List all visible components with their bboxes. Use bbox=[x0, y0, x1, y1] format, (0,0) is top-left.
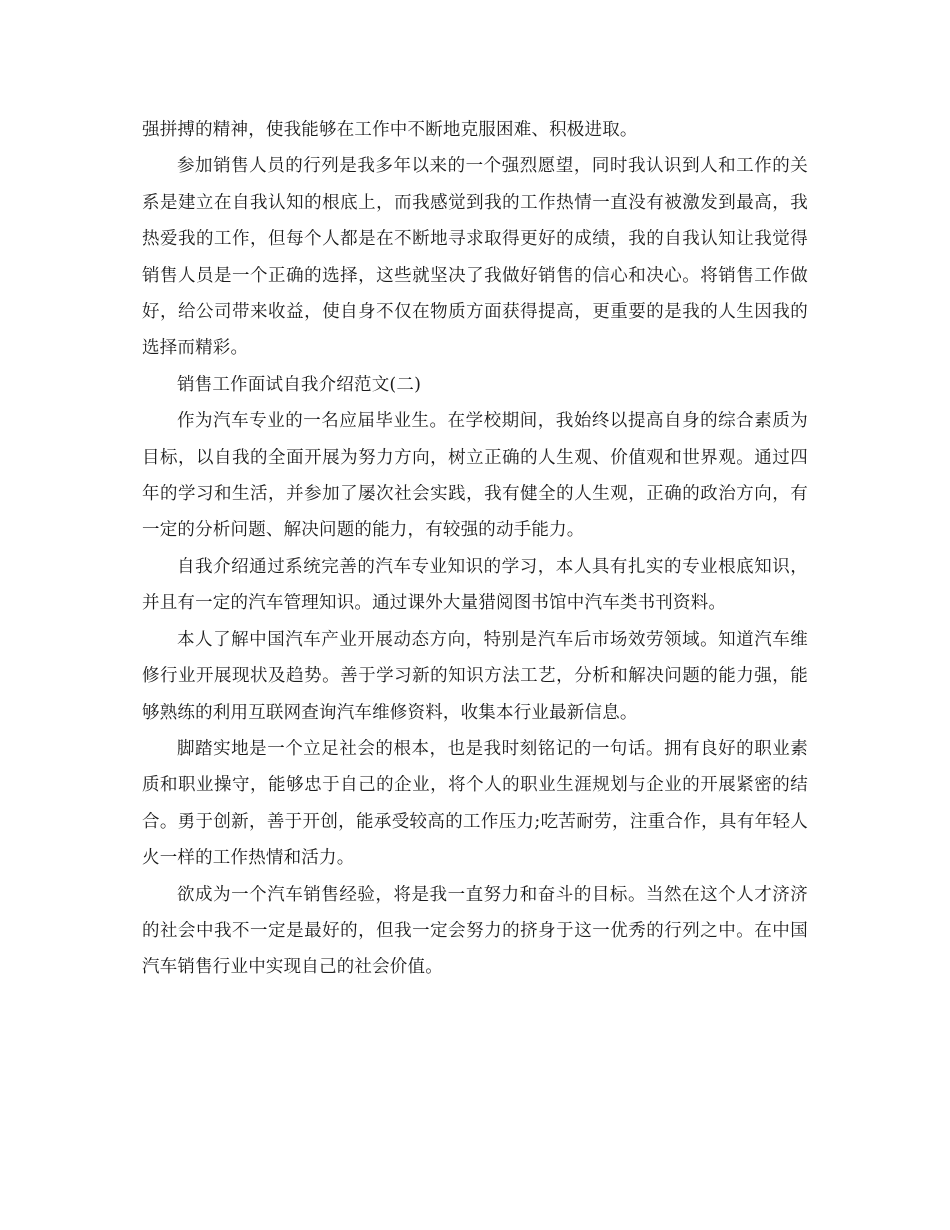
paragraph-7: 欲成为一个汽车销售经验，将是我一直努力和奋斗的目标。当然在这个人才济济的社会中我不一定是最好的，但我一定会努力的挤身于这一优秀的行列之中。在中国汽车销售行业中实现自己的社会价值。 bbox=[142, 884, 808, 978]
paragraph-4: 自我介绍通过系统完善的汽车专业知识的学习，本人具有扎实的专业根底知识，并且有一定的汽车管理知识。通过课外大量猎阅图书馆中汽车类书刊资料。 bbox=[142, 556, 808, 614]
paragraph-1: 强拼搏的精神，使我能够在工作中不断地克服困难、积极进取。 bbox=[142, 120, 638, 140]
paragraph-6: 脚踏实地是一个立足社会的根本，也是我时刻铭记的一句话。拥有良好的职业素质和职业操守，能够忠于自己的企业，将个人的职业生涯规划与企业的开展紧密的结合。勇于创新，善于开创，能承受较高的工作压力;吃苦耐劳，注重合作，具有年轻人火一样的工作热情和活力。 bbox=[142, 738, 808, 869]
paragraph-3: 作为汽车专业的一名应届毕业生。在学校期间，我始终以提高自身的综合素质为目标，以自我的全面开展为努力方向，树立正确的人生观、价值观和世界观。通过四年的学习和生活，并参加了屡次社会实践，我有健全的人生观，正确的政治方向，有一定的分析问题、解决问题的能力，有较强的动手能力。 bbox=[142, 411, 808, 541]
section-heading: 销售工作面试自我介绍范文(二) bbox=[177, 374, 422, 395]
paragraph-5: 本人了解中国汽车产业开展动态方向，特别是汽车后市场效劳领域。知道汽车维修行业开展现状及趋势。善于学习新的知识方法工艺，分析和解决问题的能力强，能够熟练的利用互联网查询汽车维修资料，收集本行业最新信息。 bbox=[142, 629, 808, 723]
document-body bbox=[142, 112, 808, 986]
paragraph-2: 参加销售人员的行列是我多年以来的一个强烈愿望，同时我认识到人和工作的关系是建立在自我认知的根底上，而我感觉到我的工作热情一直没有被激发到最高，我热爱我的工作，但每个人都是在不断地寻求取得更好的成绩，我的自我认知让我觉得销售人员是一个正确的选择，这些就坚决了我做好销售的信心和决心。将销售工作做好，给公司带来收益，使自身不仅在物质方面获得提高，更重要的是我的人生因我的选择而精彩。 bbox=[142, 156, 808, 359]
